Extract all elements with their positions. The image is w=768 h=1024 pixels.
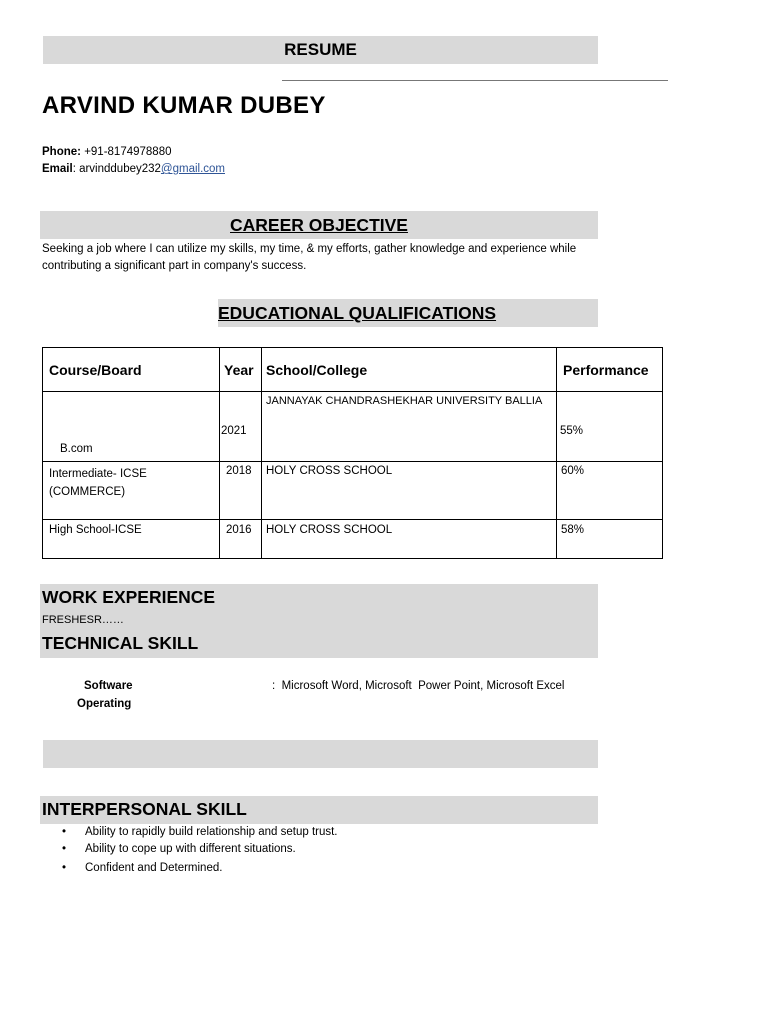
table-row bbox=[43, 520, 663, 559]
career-objective-heading: CAREER OBJECTIVE bbox=[230, 215, 408, 235]
cell-performance: 55% bbox=[557, 392, 663, 462]
col-year: Year bbox=[220, 348, 262, 392]
table-header-row bbox=[43, 348, 663, 392]
email-user: : arvinddubey232 bbox=[72, 163, 161, 175]
work-experience-text: FRESHESR…… bbox=[42, 614, 124, 626]
cell-year: 2018 bbox=[220, 462, 262, 520]
career-line-2: contributing a significant part in company's success. bbox=[42, 260, 307, 272]
education-heading: EDUCATIONAL QUALIFICATIONS bbox=[218, 303, 497, 323]
table-row bbox=[43, 462, 663, 520]
phone-number: +91-8174978880 bbox=[84, 146, 172, 158]
career-objective-heading-bar bbox=[40, 211, 598, 239]
list-item: • Ability to cope up with different situations. bbox=[62, 843, 296, 855]
interpersonal-skill-heading: INTERPERSONAL SKILL bbox=[42, 799, 247, 819]
work-experience-heading: WORK EXPERIENCE bbox=[42, 587, 216, 607]
cell-performance: 58% bbox=[557, 520, 663, 559]
cell-course: High School-ICSE bbox=[43, 520, 220, 559]
operating-label: Operating bbox=[77, 698, 132, 710]
cell-school: HOLY CROSS SCHOOL bbox=[262, 520, 557, 559]
software-value: : Microsoft Word, Microsoft Power Point, Microsoft Excel bbox=[272, 680, 565, 692]
cell-course: Intermediate- ICSE (COMMERCE) bbox=[43, 462, 220, 520]
education-heading-bar bbox=[218, 299, 598, 327]
cell-school: JANNAYAK CHANDRASHEKHAR UNIVERSITY BALLIA bbox=[262, 392, 557, 462]
list-item: • Ability to rapidly build relationship and setup trust. bbox=[62, 826, 338, 838]
header-divider bbox=[282, 80, 668, 81]
email-link[interactable]: @gmail.com bbox=[160, 163, 225, 175]
education-table bbox=[42, 347, 663, 559]
bullet-icon: • bbox=[62, 826, 67, 838]
col-performance: Performance bbox=[557, 348, 663, 392]
bullet-icon: • bbox=[62, 862, 67, 874]
career-objective-text bbox=[42, 241, 622, 275]
col-school: School/College bbox=[262, 348, 557, 392]
col-course: Course/Board bbox=[43, 348, 220, 392]
resume-title: RESUME bbox=[284, 40, 357, 59]
resume-header-bar bbox=[43, 36, 598, 64]
empty-section-bar bbox=[43, 740, 598, 768]
interpersonal-skill-list bbox=[42, 824, 338, 874]
list-item: • Confident and Determined. bbox=[62, 862, 223, 874]
cell-performance: 60% bbox=[557, 462, 663, 520]
cell-school: HOLY CROSS SCHOOL bbox=[262, 462, 557, 520]
phone-line bbox=[42, 146, 171, 158]
cell-year: 2021 bbox=[220, 392, 262, 462]
candidate-name: ARVIND KUMAR DUBEY bbox=[42, 92, 326, 119]
email-label: Email bbox=[42, 163, 73, 175]
table-row bbox=[43, 392, 663, 462]
technical-skill-heading: TECHNICAL SKILL bbox=[42, 633, 199, 653]
bullet-icon: • bbox=[62, 843, 67, 855]
cell-course: B.com bbox=[43, 392, 220, 462]
email-line bbox=[42, 163, 225, 175]
software-label: Software bbox=[84, 680, 133, 692]
cell-year: 2016 bbox=[220, 520, 262, 559]
phone-label: Phone: bbox=[42, 146, 81, 158]
career-line-1: Seeking a job where I can utilize my skills, my time, & my efforts, gather knowledge and experience while bbox=[42, 243, 577, 255]
